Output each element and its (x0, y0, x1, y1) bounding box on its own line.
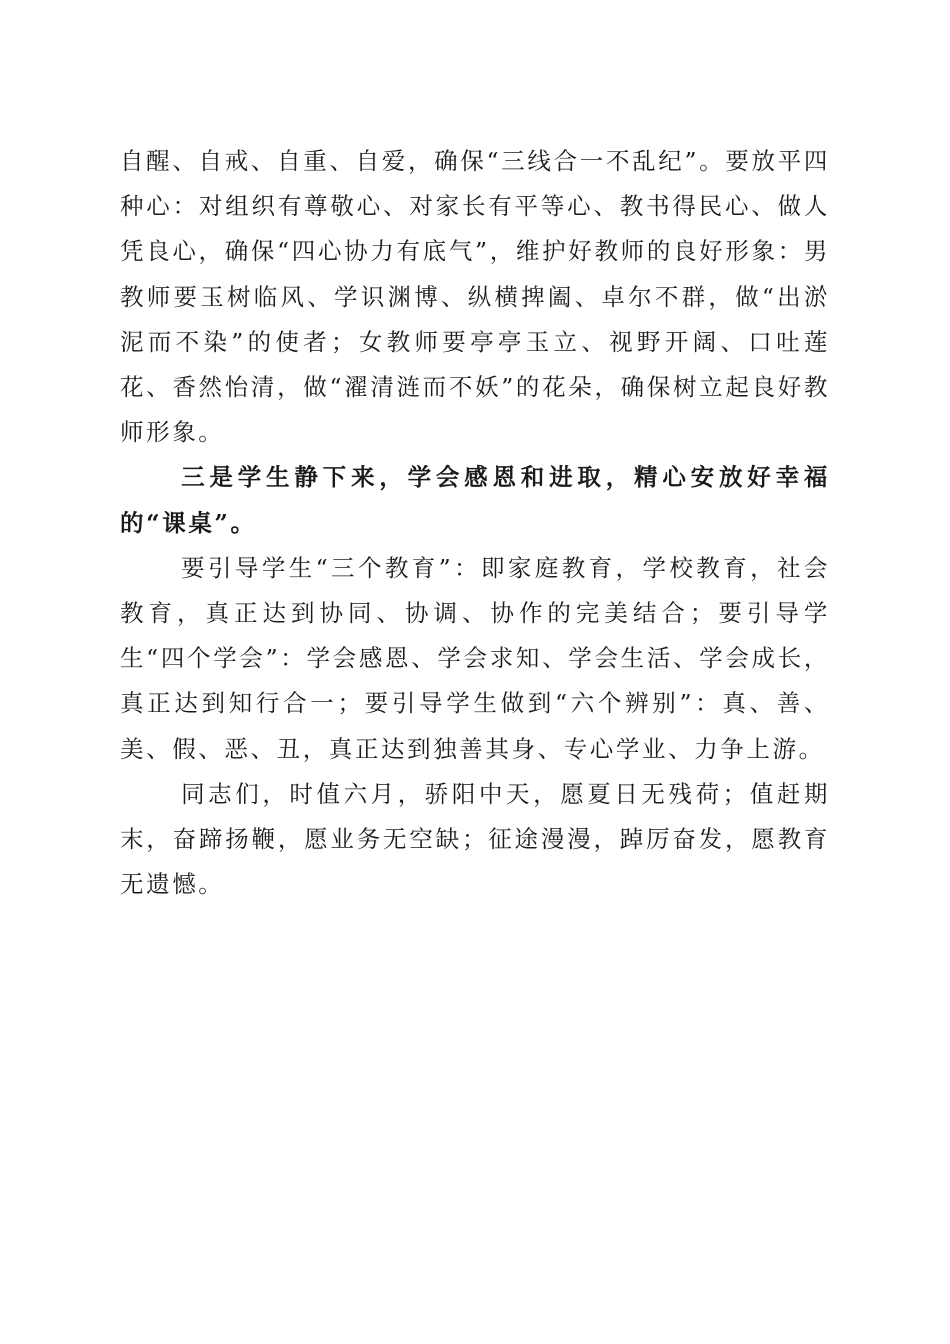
paragraph-student-guidance: 要引导学生“三个教育”：即家庭教育，学校教育，社会教育，真正达到协同、协调、协作的完美结合；要引导学生“四个学会”：学会感恩、学会求知、学会生活、学会成长，真正达到知行合一；要引导学生做到“六个辨别”：真、善、美、假、恶、丑，真正达到独善其身、专心学业、力争上游。 (120, 553, 830, 763)
section-heading-students: 三是学生静下来，学会感恩和进取，精心安放好幸福的“课桌”。 (120, 463, 830, 537)
paragraph-closing: 同志们，时值六月，骄阳中天，愿夏日无残荷；值赶期末，奋蹄扬鞭，愿业务无空缺；征途漫漫，踔厉奋发，愿教育无遗憾。 (120, 779, 830, 899)
document-body (120, 139, 830, 907)
paragraph-teacher-image: 自醒、自戒、自重、自爱，确保“三线合一不乱纪”。要放平四种心：对组织有尊敬心、对家长有平等心、教书得民心、做人凭良心，确保“四心协力有底气”，维护好教师的良好形象：男教师要玉树临风、学识渊博、纵横捭阖、卓尔不群，做“出淤泥而不染”的使者；女教师要亭亭玉立、视野开阔、口吐莲花、香然怡清，做“濯清涟而不妖”的花朵，确保树立起良好教师形象。 (120, 147, 830, 447)
